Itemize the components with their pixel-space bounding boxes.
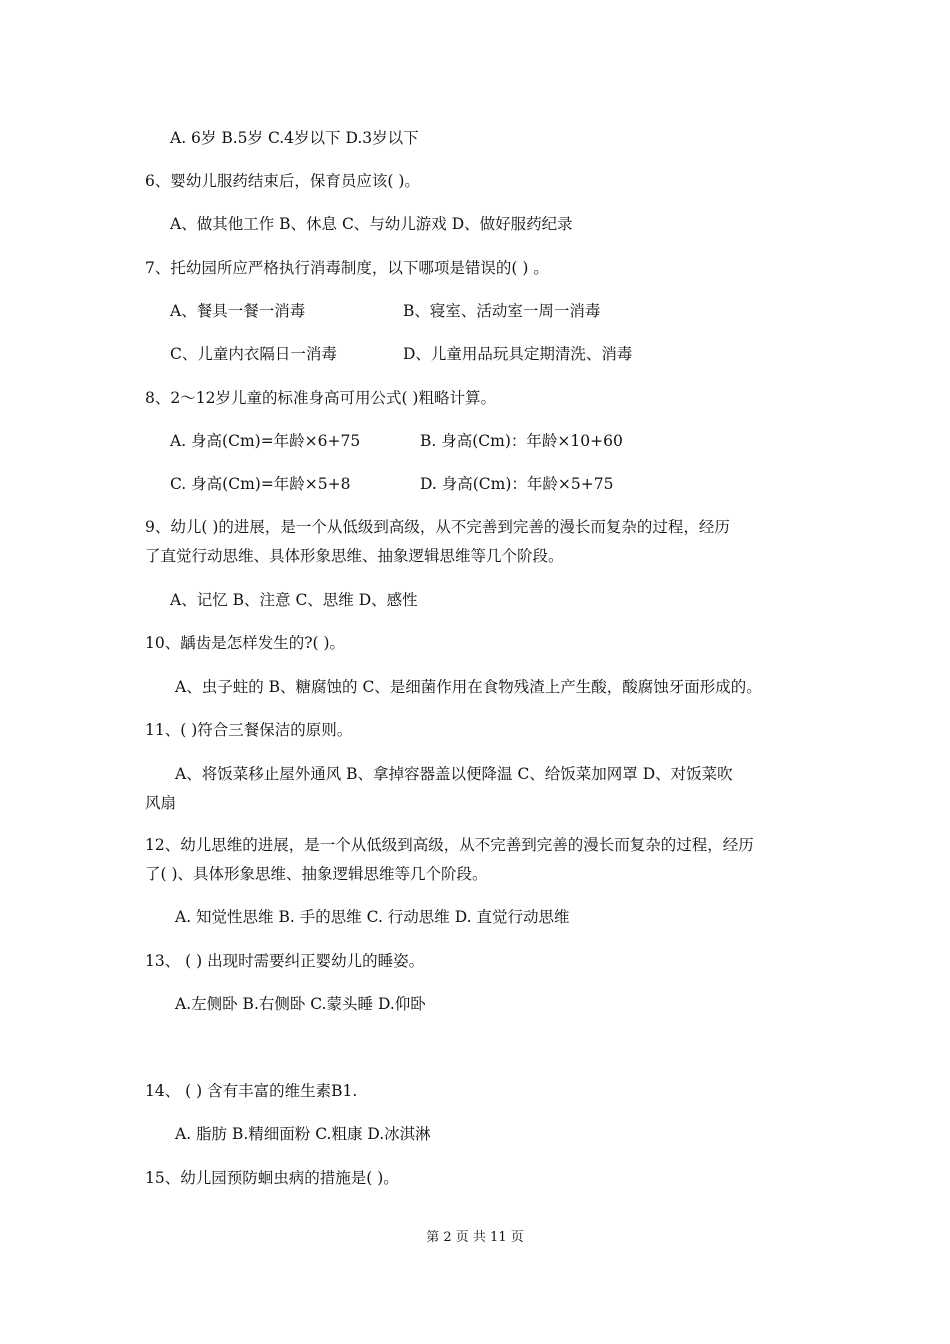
question-12-line-1: 12、幼儿思维的进展，是一个从低级到高级，从不完善到完善的漫长而复杂的过程，经历 <box>145 836 754 854</box>
question-9-line-2: 了直觉行动思维、具体形象思维、抽象逻辑思维等几个阶段。 <box>145 547 564 565</box>
q14-options: A. 脂肪 B.精细面粉 C.粗康 D.冰淇淋 <box>175 1125 431 1143</box>
question-6: 6、婴幼儿服药结束后，保育员应该( )。 <box>145 172 420 190</box>
question-9-line-1: 9、幼儿( )的进展，是一个从低级到高级，从不完善到完善的漫长而复杂的过程，经历 <box>145 518 730 536</box>
q12-options: A. 知觉性思维 B. 手的思维 C. 行动思维 D. 直觉行动思维 <box>175 908 570 926</box>
question-8: 8、2～12岁儿童的标准身高可用公式( )粗略计算。 <box>145 389 496 407</box>
q7-option-c: C、儿童内衣隔日一消毒 <box>170 345 337 363</box>
q7-option-a: A、餐具一餐一消毒 <box>170 302 306 320</box>
question-15: 15、幼儿园预防蛔虫病的措施是( )。 <box>145 1169 399 1187</box>
question-12-line-2: 了( )、具体形象思维、抽象逻辑思维等几个阶段。 <box>145 865 488 883</box>
q11-options-line-2: 风扇 <box>145 794 177 812</box>
q8-option-a: A. 身高(Cm)=年龄×6+75 <box>170 432 361 450</box>
q8-option-b: B. 身高(Cm)：年龄×10+60 <box>420 432 623 450</box>
page-footer: 第 2 页 共 11 页 <box>426 1230 524 1245</box>
question-14: 14、 ( ) 含有丰富的维生素B1. <box>145 1082 358 1100</box>
q5-options: A. 6岁 B.5岁 C.4岁以下 D.3岁以下 <box>170 129 419 147</box>
question-7: 7、托幼园所应严格执行消毒制度，以下哪项是错误的( ) 。 <box>145 259 549 277</box>
question-11: 11、( )符合三餐保洁的原则。 <box>145 721 353 739</box>
q6-options: A、做其他工作 B、休息 C、与幼儿游戏 D、做好服药纪录 <box>170 215 573 233</box>
q8-option-d: D. 身高(Cm)：年龄×5+75 <box>420 475 614 493</box>
question-10: 10、龋齿是怎样发生的?( )。 <box>145 634 346 652</box>
q7-option-b: B、寝室、活动室一周一消毒 <box>403 302 601 320</box>
q10-options: A、虫子蛀的 B、糖腐蚀的 C、是细菌作用在食物残渣上产生酸，酸腐蚀牙面形成的。 <box>175 678 762 696</box>
q7-option-d: D、儿童用品玩具定期清洗、消毒 <box>403 345 633 363</box>
q9-options: A、记忆 B、注意 C、思维 D、感性 <box>170 591 418 609</box>
q13-options: A.左侧卧 B.右侧卧 C.蒙头睡 D.仰卧 <box>175 995 426 1013</box>
question-13: 13、 ( ) 出现时需要纠正婴幼儿的睡姿。 <box>145 952 425 970</box>
q11-options-line-1: A、将饭菜移止屋外通风 B、拿掉容器盖以便降温 C、给饭菜加网罩 D、对饭菜吹 <box>175 765 733 783</box>
q8-option-c: C. 身高(Cm)=年龄×5+8 <box>170 475 351 493</box>
